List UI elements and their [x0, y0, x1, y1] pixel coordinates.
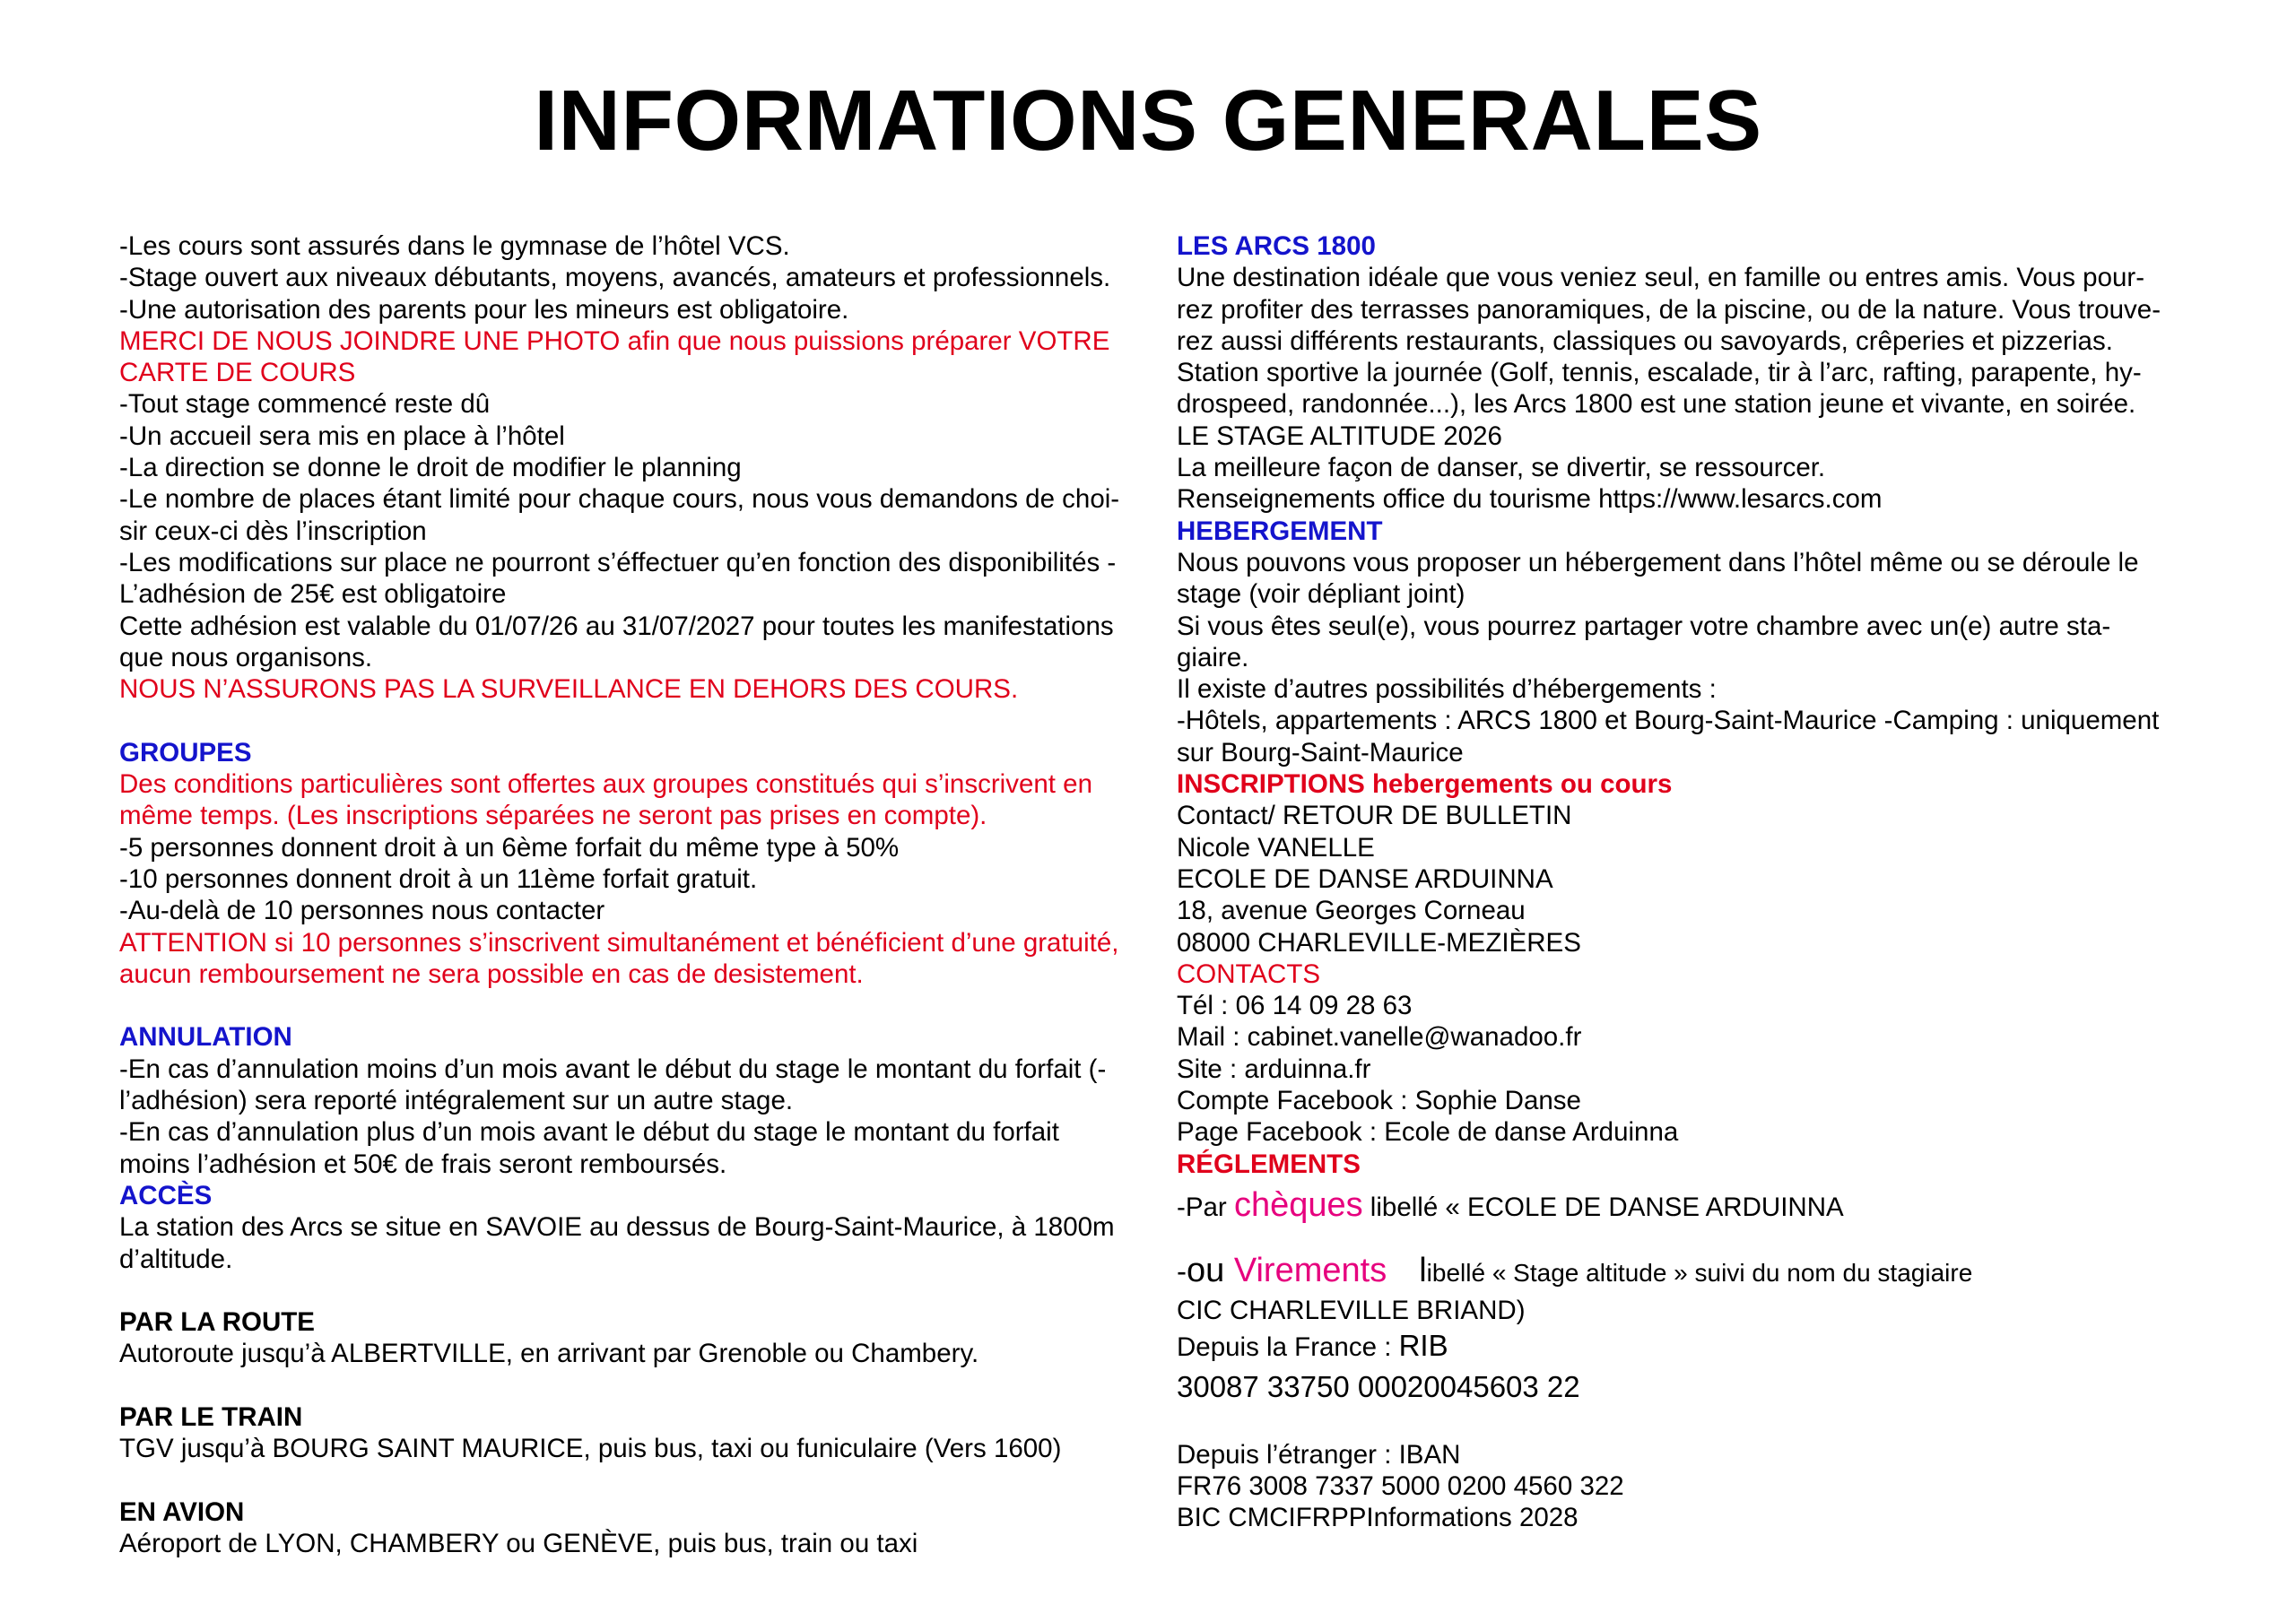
rule-line: -Un accueil sera mis en place à l’hôtel [119, 421, 565, 451]
groupes-attention: ATTENTION si 10 personnes s’inscrivent simultanément et bénéficient d’une gratuité, [119, 927, 1119, 958]
arcs-line: Renseignements office du tourisme https://www.lesarcs.com [1177, 484, 1883, 515]
page-title: INFORMATIONS GENERALES [534, 73, 1762, 169]
rule-line: -Les modifications sur place ne pourront s’éffectuer qu’en fonction des disponibilités - [119, 547, 1117, 577]
rule-line: -La direction se donne le droit de modifier le planning [119, 453, 742, 483]
hebergement-line: Nous pouvons vous proposer un hébergement dans l’hôtel même ou se déroule le [1177, 547, 2139, 577]
groupes-item: -10 personnes donnent droit à un 11ème forfait gratuit. [119, 863, 758, 894]
cheques-line [1177, 1185, 2217, 1227]
cheques-prefix: -Par [1177, 1192, 1234, 1222]
inscriptions-line: 08000 CHARLEVILLE-MEZIÈRES [1177, 927, 1581, 958]
groupes-heading: GROUPES [119, 737, 252, 768]
avion-text: Aéroport de LYON, CHAMBERY ou GENÈVE, puis bus, train ou taxi [119, 1529, 918, 1559]
reglements-heading: RÉGLEMENTS [1177, 1149, 1361, 1179]
virements-rest: ibellé « Stage altitude » suivi du nom du stagiaire [1426, 1258, 1973, 1287]
etranger-line: Depuis l’étranger : IBAN [1177, 1439, 1461, 1470]
cheques-word: chèques [1233, 1185, 1363, 1224]
hebergement-heading: HEBERGEMENT [1177, 516, 1383, 546]
rule-line: Cette adhésion est valable du 01/07/26 au 31/07/2027 pour toutes les manifestations [119, 611, 1114, 641]
acces-line: d’altitude. [119, 1244, 233, 1274]
groupes-attention: aucun remboursement ne sera possible en cas de desistement. [119, 958, 864, 989]
annulation-line: -En cas d’annulation plus d’un mois avant le début du stage le montant du forfait [119, 1117, 1059, 1148]
rule-line: -Le nombre de places étant limité pour chaque cours, nous vous demandons de choi- [119, 484, 1120, 515]
france-label: Depuis la France : [1177, 1332, 1399, 1363]
intro-line: -Stage ouvert aux niveaux débutants, moyens, avancés, amateurs et professionnels. [119, 263, 1111, 293]
virements-ou: ou [1187, 1251, 1234, 1289]
cheques-suffix: libellé « ECOLE DE DANSE ARDUINNA [1362, 1192, 1844, 1222]
hebergement-line: Il existe d’autres possibilités d’hébergements : [1177, 674, 1717, 705]
left-column [119, 230, 1160, 1559]
arcs-line: La meilleure façon de danser, se divertir, se ressourcer. [1177, 453, 1826, 483]
avion-heading: EN AVION [119, 1496, 245, 1527]
groupes-conditions: même temps. (Les inscriptions séparées ne seront pas prises en compte). [119, 801, 987, 831]
bank-line: CIC CHARLEVILLE BRIAND) [1177, 1295, 1526, 1325]
arcs-line: drospeed, randonnée...), les Arcs 1800 est une station jeune et vivante, en soirée. [1177, 389, 2136, 420]
hebergement-line: Si vous êtes seul(e), vous pourrez partager votre chambre avec un(e) autre sta- [1177, 611, 2111, 641]
contacts-heading: CONTACTS [1177, 958, 1321, 989]
groupes-conditions: Des conditions particulières sont offertes aux groupes constitués qui s’inscrivent en [119, 769, 1092, 800]
virements-word: Virements [1233, 1251, 1387, 1289]
bic-line: BIC CMCIFRPPInformations 2028 [1177, 1503, 1578, 1533]
groupes-item: -5 personnes donnent droit à un 6ème forfait du même type à 50% [119, 832, 900, 863]
contact-site: Site : arduinna.fr [1177, 1054, 1371, 1084]
inscriptions-line: 18, avenue Georges Corneau [1177, 896, 1526, 926]
annulation-line: moins l’adhésion et 50€ de frais seront remboursés. [119, 1149, 727, 1179]
rule-line: que nous organisons. [119, 642, 373, 672]
acces-heading: ACCÈS [119, 1180, 213, 1210]
france-line [1177, 1326, 2217, 1367]
annulation-line: -En cas d’annulation moins d’un mois avant le début du stage le montant du forfait (- [119, 1054, 1107, 1084]
train-text: TGV jusqu’à BOURG SAINT MAURICE, puis bus, taxi ou funiculaire (Vers 1600) [119, 1434, 1062, 1464]
rule-line: -Tout stage commencé reste dû [119, 389, 491, 420]
france-rib: RIB [1398, 1329, 1448, 1363]
arcs-line: LE STAGE ALTITUDE 2026 [1177, 421, 1502, 451]
rule-line: sir ceux-ci dès l’inscription [119, 516, 427, 546]
hebergement-line: stage (voir dépliant joint) [1177, 579, 1465, 610]
contact-mail: Mail : cabinet.vanelle@wanadoo.fr [1177, 1022, 1582, 1053]
arcs-line: Une destination idéale que vous veniez seul, en famille ou entres amis. Vous pour- [1177, 263, 2145, 293]
contact-phone: Tél : 06 14 09 28 63 [1177, 991, 1413, 1021]
intro-line: -Une autorisation des parents pour les mineurs est obligatoire. [119, 294, 849, 325]
virements-dash: - [1177, 1253, 1187, 1288]
arcs-line: rez profiter des terrasses panoramiques, de la piscine, ou de la nature. Vous trouve- [1177, 294, 2161, 325]
intro-line: -Les cours sont assurés dans le gymnase de l’hôtel VCS. [119, 231, 790, 261]
route-text: Autoroute jusqu’à ALBERTVILLE, en arrivant par Grenoble ou Chambery. [119, 1339, 979, 1369]
inscriptions-heading: INSCRIPTIONS hebergements ou cours [1177, 769, 1673, 800]
contact-facebook-account: Compte Facebook : Sophie Danse [1177, 1086, 1581, 1116]
annulation-line: l’adhésion) sera reporté intégralement sur un autre stage. [119, 1086, 794, 1116]
hebergement-line: giaire. [1177, 642, 1249, 672]
rib-number: 30087 33750 00020045603 22 [1177, 1370, 1580, 1404]
arcs-line: Station sportive la journée (Golf, tennis, escalade, tir à l’arc, rafting, parapente, hy- [1177, 358, 2142, 388]
inscriptions-line: Contact/ RETOUR DE BULLETIN [1177, 801, 1572, 831]
hebergement-line: -Hôtels, appartements : ARCS 1800 et Bourg-Saint-Maurice -Camping : uniquement [1177, 706, 2160, 736]
inscriptions-line: ECOLE DE DANSE ARDUINNA [1177, 863, 1553, 894]
train-heading: PAR LE TRAIN [119, 1401, 303, 1432]
annulation-heading: ANNULATION [119, 1022, 292, 1053]
acces-line: La station des Arcs se situe en SAVOIE au dessus de Bourg-Saint-Maurice, à 1800m [119, 1212, 1115, 1243]
photo-notice: CARTE DE COURS [119, 358, 356, 388]
inscriptions-line: Nicole VANELLE [1177, 832, 1375, 863]
hebergement-line: sur Bourg-Saint-Maurice [1177, 737, 1464, 768]
right-column [1177, 230, 2217, 1533]
contact-facebook-page: Page Facebook : Ecole de danse Arduinna [1177, 1117, 1679, 1148]
virements-l: l [1419, 1251, 1427, 1289]
arcs-line: rez aussi différents restaurants, classiques ou savoyards, crêperies et pizzerias. [1177, 325, 2113, 356]
iban-line: FR76 3008 7337 5000 0200 4560 322 [1177, 1470, 1624, 1501]
arcs-heading: LES ARCS 1800 [1177, 231, 1376, 261]
photo-notice: MERCI DE NOUS JOINDRE UNE PHOTO afin que nous puissions préparer VOTRE [119, 325, 1110, 356]
rule-line: L’adhésion de 25€ est obligatoire [119, 579, 507, 610]
surveillance-notice: NOUS N’ASSURONS PAS LA SURVEILLANCE EN DEHORS DES COURS. [119, 674, 1019, 705]
groupes-item: -Au-delà de 10 personnes nous contacter [119, 896, 605, 926]
route-heading: PAR LA ROUTE [119, 1307, 315, 1338]
virements-line [1177, 1249, 2217, 1295]
